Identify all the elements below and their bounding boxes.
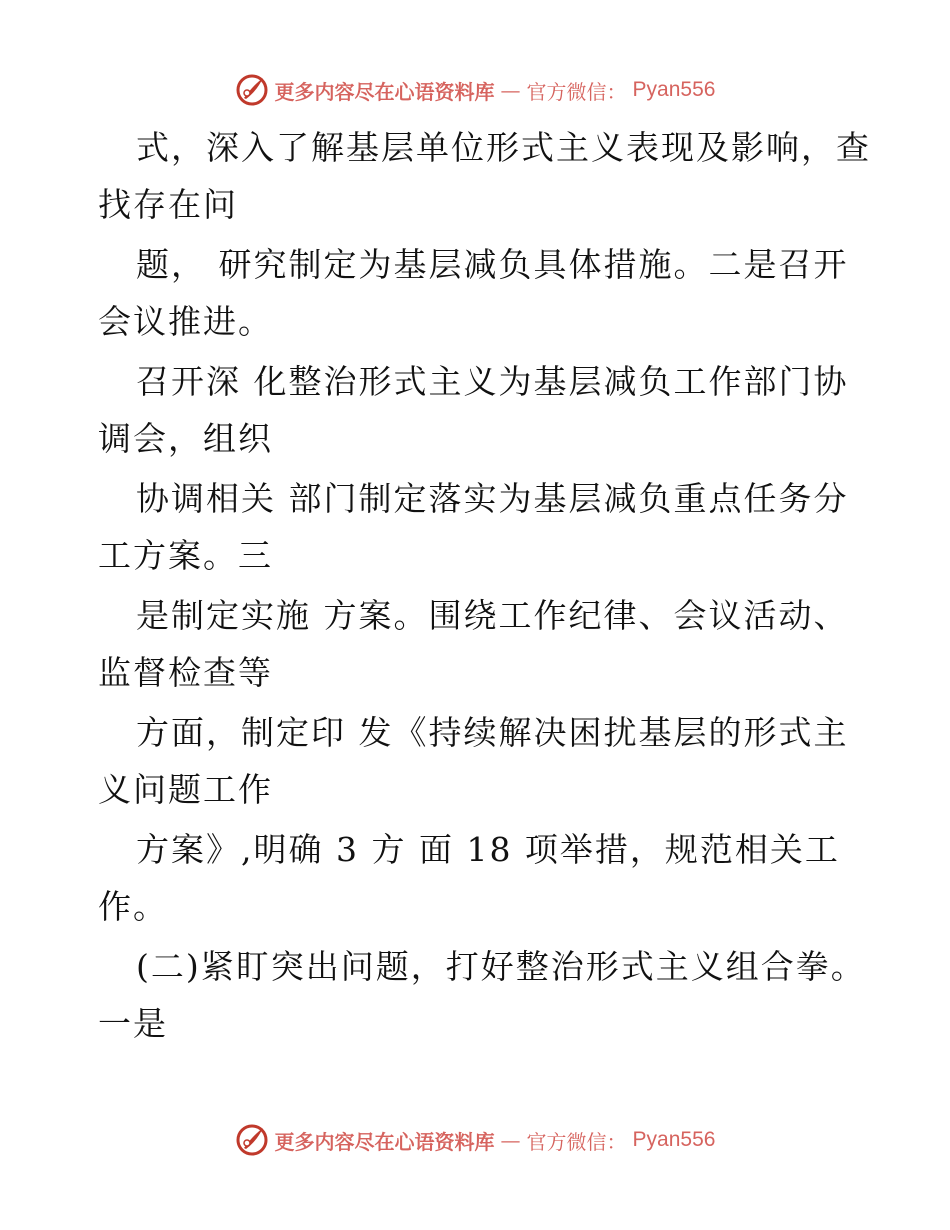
- banner-wechat-label: 官方微信：: [526, 1129, 627, 1154]
- quill-logo-icon: [235, 1123, 269, 1157]
- banner-title: 更多内容尽在心语资料库: [274, 1129, 495, 1154]
- body-line: 工方案。三: [98, 536, 273, 575]
- body-line: 召开深 化整治形式主义为基层减负工作部门协: [136, 362, 849, 401]
- body-line: (二)紧盯突出问题，打好整治形式主义组合拳。: [136, 947, 866, 986]
- banner-wechat-label: 官方微信：: [526, 79, 627, 104]
- body-line: 方面，制定印 发《持续解决困扰基层的形式主: [136, 713, 849, 752]
- body-line: 题， 研究制定为基层减负具体措施。二是召开: [136, 245, 849, 284]
- body-line: 调会，组织: [98, 419, 273, 458]
- body-line: 作。: [98, 887, 168, 926]
- banner-wechat-id: Pyan556: [632, 78, 716, 101]
- body-line: 找存在问: [98, 185, 238, 224]
- body-line: 会议推进。: [98, 302, 273, 341]
- quill-logo-icon: [235, 73, 269, 107]
- body-line: 监督检查等: [98, 653, 273, 692]
- body-line: 协调相关 部门制定落实为基层减负重点任务分: [136, 479, 849, 518]
- footer-banner: [0, 1120, 950, 1160]
- body-line: 方案》,明确 3 方 面 18 项举措，规范相关工: [136, 830, 840, 869]
- banner-separator: —: [500, 1128, 521, 1152]
- banner-title: 更多内容尽在心语资料库: [274, 79, 495, 104]
- header-banner: [0, 70, 950, 110]
- banner-separator: —: [500, 78, 521, 102]
- body-line: 是制定实施 方案。围绕工作纪律、会议活动、: [136, 596, 849, 635]
- body-line: 义问题工作: [98, 770, 273, 809]
- body-line: 一是: [98, 1004, 168, 1043]
- body-line: 式，深入了解基层单位形式主义表现及影响，查: [136, 128, 871, 167]
- banner-wechat-id: Pyan556: [632, 1128, 716, 1151]
